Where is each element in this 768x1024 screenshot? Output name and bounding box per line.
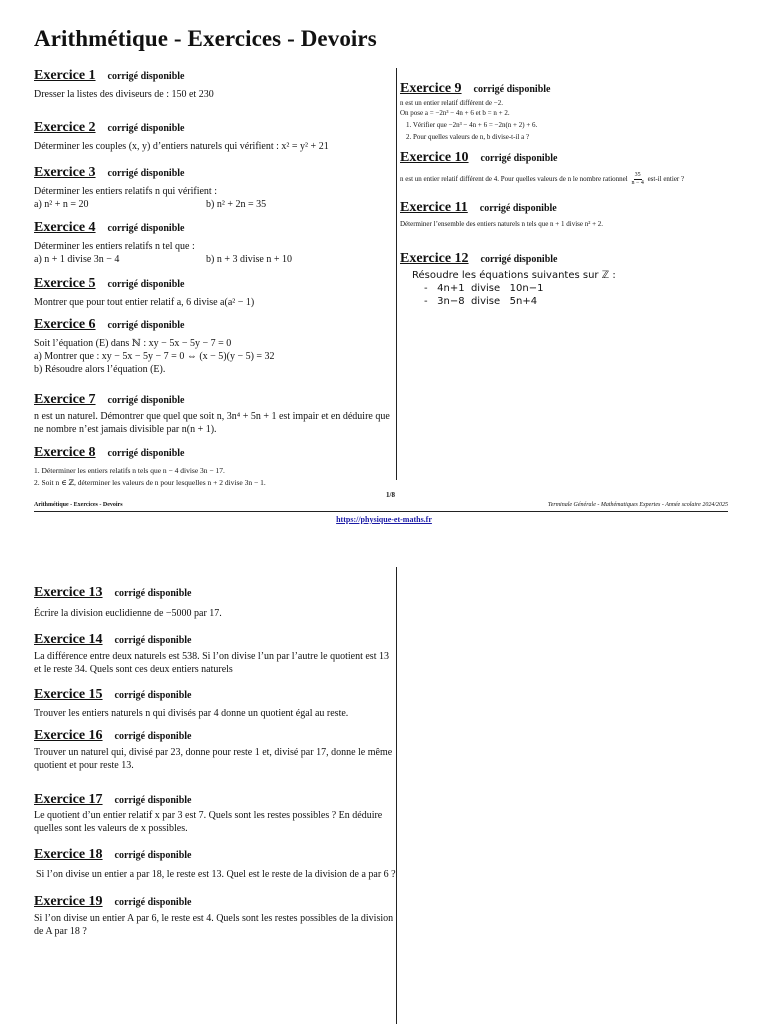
exercise-2 xyxy=(34,120,389,165)
corrige-badge: corrigé disponible xyxy=(473,84,551,95)
exercise-19 xyxy=(34,894,394,938)
exercise-3 xyxy=(34,165,389,220)
exercise-title: Exercice 3 xyxy=(34,165,96,180)
item-b: b) n + 3 divise n + 10 xyxy=(206,254,292,265)
exercise-subitems xyxy=(34,253,389,266)
corrige-badge: corrigé disponible xyxy=(114,897,192,908)
exercise-subitems xyxy=(34,198,389,211)
exercise-text: Si l’on divise un entier a par 18, le reste est 13. Quel est le reste de la division de a par 6 ? xyxy=(36,869,396,880)
footer-left-title: Arithmétique - Exercices - Devoirs xyxy=(34,502,123,508)
exercise-title: Exercice 16 xyxy=(34,728,103,743)
exercise-14 xyxy=(34,632,389,687)
exercise-8 xyxy=(34,445,389,489)
right-column-page-1 xyxy=(400,81,760,308)
corrige-badge: corrigé disponible xyxy=(107,223,185,234)
fraction-numerator: 35 xyxy=(634,171,641,178)
exercise-title: Exercice 18 xyxy=(34,847,103,862)
footer-right-info: Terminale Générale - Mathématiques Expertes - Année scolaire 2024/2025 xyxy=(547,502,728,508)
exercise-title: Exercice 1 xyxy=(34,68,96,83)
exercise-text: - 4n+1 divise 10n−1 xyxy=(424,283,544,294)
exercise-text: de A par 18 ? xyxy=(34,926,87,937)
exercise-title: Exercice 4 xyxy=(34,220,96,235)
exercise-text xyxy=(400,171,760,187)
exercise-1 xyxy=(34,68,389,120)
page-title: Arithmétique - Exercices - Devoirs xyxy=(34,26,377,51)
exercise-text: Trouver les entiers naturels n qui divisés par 4 donne un quotient égal au reste. xyxy=(34,708,349,719)
item-b: b) n² + 2n = 35 xyxy=(206,199,267,210)
corrige-badge: corrigé disponible xyxy=(114,850,192,861)
exercise-title: Exercice 15 xyxy=(34,687,103,702)
exercise-title: Exercice 11 xyxy=(400,200,468,215)
exercise-13 xyxy=(34,585,389,632)
exercise-text: Si l’on divise un entier A par 6, le reste est 4. Quels sont les restes possibles de la division xyxy=(34,913,394,924)
fraction xyxy=(631,172,643,187)
exercise-text: et le reste 34. Quels sont ces deux entiers naturels xyxy=(34,664,233,675)
left-column-page-1 xyxy=(34,68,389,489)
column-divider xyxy=(396,68,397,480)
exercise-text: Le quotient d’un entier relatif x par 3 est 7. Quels sont les restes possibles ? En déduire xyxy=(34,810,383,821)
page-number: 1/8 xyxy=(386,491,395,499)
exercise-6 xyxy=(34,317,389,392)
exercise-text: Montrer que pour tout entier relatif a, 6 divise a(a² − 1) xyxy=(34,297,255,308)
exercise-12 xyxy=(400,251,760,308)
exercise-text: Écrire la division euclidienne de −5000 par 17. xyxy=(34,608,222,619)
exercise-text: Résoudre les équations suivantes sur ℤ : xyxy=(412,270,616,281)
corrige-badge: corrigé disponible xyxy=(114,795,192,806)
exercise-title: Exercice 19 xyxy=(34,894,103,909)
exercise-text: Déterminer les entiers relatifs n qui vérifient : xyxy=(34,186,217,197)
exercise-text: Dresser la listes des diviseurs de : 150 et 230 xyxy=(34,89,214,100)
exercise-text: n est un entier relatif différent de −2. xyxy=(400,99,503,107)
exercise-text: a) Montrer que : xy − 5x − 5y − 7 = 0 ⇔ (x − 5)(y − 5) = 32 xyxy=(34,351,275,362)
exercise-10 xyxy=(400,150,760,200)
exercise-text: 1. Déterminer les entiers relatifs n tels que n − 4 divise 3n − 17. xyxy=(34,466,225,475)
exercise-text: ne nombre n’est jamais divisible par n(n + 1). xyxy=(34,424,217,435)
exercise-text-before: n est un entier relatif différent de 4. Pour quelles valeurs de n le nombre rationnel xyxy=(400,175,628,183)
footer-rule xyxy=(34,511,728,512)
exercise-text: quotient et pour reste 13. xyxy=(34,760,134,771)
exercise-text-after: est-il entier ? xyxy=(647,175,685,183)
column-divider-page-2 xyxy=(396,567,397,1024)
item-a: a) n² + n = 20 xyxy=(34,199,89,210)
exercise-title: Exercice 14 xyxy=(34,632,103,647)
corrige-badge: corrigé disponible xyxy=(107,395,185,406)
exercise-title: Exercice 7 xyxy=(34,392,96,407)
exercise-text: - 3n−8 divise 5n+4 xyxy=(424,296,538,307)
item-a: a) n + 1 divise 3n − 4 xyxy=(34,254,120,265)
corrige-badge: corrigé disponible xyxy=(107,168,185,179)
exercise-text: La différence entre deux naturels est 538. Si l’on divise l’un par l’autre le quotient est 13 xyxy=(34,651,389,662)
exercise-17 xyxy=(34,792,389,847)
corrige-badge: corrigé disponible xyxy=(107,71,185,82)
exercise-text: Soit l’équation (E) dans ℕ : xy − 5x − 5y − 7 = 0 xyxy=(34,338,232,349)
exercise-text: On pose a = −2n³ − 4n + 6 et b = n + 2. xyxy=(400,109,510,117)
exercise-title: Exercice 10 xyxy=(400,150,469,165)
exercise-title: Exercice 5 xyxy=(34,276,96,291)
exercise-7 xyxy=(34,392,389,445)
exercise-title: Exercice 6 xyxy=(34,317,96,332)
exercise-4 xyxy=(34,220,389,276)
exercise-text: Trouver un naturel qui, divisé par 23, donne pour reste 1 et, divisé par 17, donne le même xyxy=(34,747,393,758)
exercise-15 xyxy=(34,687,389,728)
exercise-text: Déterminer l’ensemble des entiers naturels n tels que n + 1 divise n² + 2. xyxy=(400,220,604,228)
corrige-badge: corrigé disponible xyxy=(479,203,557,214)
corrige-badge: corrigé disponible xyxy=(114,731,192,742)
exercise-text: Déterminer les couples (x, y) d’entiers naturels qui vérifient : x² = y² + 21 xyxy=(34,141,329,152)
exercise-11 xyxy=(400,200,760,251)
exercise-text: n est un naturel. Démontrer que quel que soit n, 3n⁴ + 5n + 1 est impair et en déduire que xyxy=(34,411,390,422)
corrige-badge: corrigé disponible xyxy=(480,153,558,164)
exercise-text: quelles sont les valeurs de x possibles. xyxy=(34,823,188,834)
exercise-text: 2. Soit n ∈ ℤ, déterminer les valeurs de n pour lesquelles n + 2 divise 3n − 1. xyxy=(34,478,266,487)
left-column-page-2 xyxy=(34,585,396,938)
exercise-9 xyxy=(400,81,760,150)
exercise-title: Exercice 2 xyxy=(34,120,96,135)
exercise-title: Exercice 17 xyxy=(34,792,103,807)
fraction-denominator: n − 4 xyxy=(631,179,644,186)
corrige-badge: corrigé disponible xyxy=(107,279,185,290)
exercise-5 xyxy=(34,276,389,317)
corrige-badge: corrigé disponible xyxy=(114,588,192,599)
corrige-badge: corrigé disponible xyxy=(107,320,185,331)
exercise-title: Exercice 12 xyxy=(400,251,469,266)
exercise-title: Exercice 8 xyxy=(34,445,96,460)
exercise-text: Déterminer les entiers relatifs n tel que : xyxy=(34,241,195,252)
exercise-text: 1. Vérifier que −2n³ − 4n + 6 = −2n(n + 2) + 6. xyxy=(406,121,538,129)
corrige-badge: corrigé disponible xyxy=(480,254,558,265)
exercise-title: Exercice 9 xyxy=(400,81,462,96)
corrige-badge: corrigé disponible xyxy=(114,635,192,646)
exercise-text: 2. Pour quelles valeurs de n, b divise-t-il a ? xyxy=(406,133,530,141)
corrige-badge: corrigé disponible xyxy=(107,448,185,459)
exercise-16 xyxy=(34,728,393,792)
website-link[interactable]: https://physique-et-maths.fr xyxy=(336,515,432,524)
exercise-title: Exercice 13 xyxy=(34,585,103,600)
exercise-18 xyxy=(34,847,396,894)
exercise-text: b) Résoudre alors l’équation (E). xyxy=(34,364,166,375)
corrige-badge: corrigé disponible xyxy=(114,690,192,701)
corrige-badge: corrigé disponible xyxy=(107,123,185,134)
